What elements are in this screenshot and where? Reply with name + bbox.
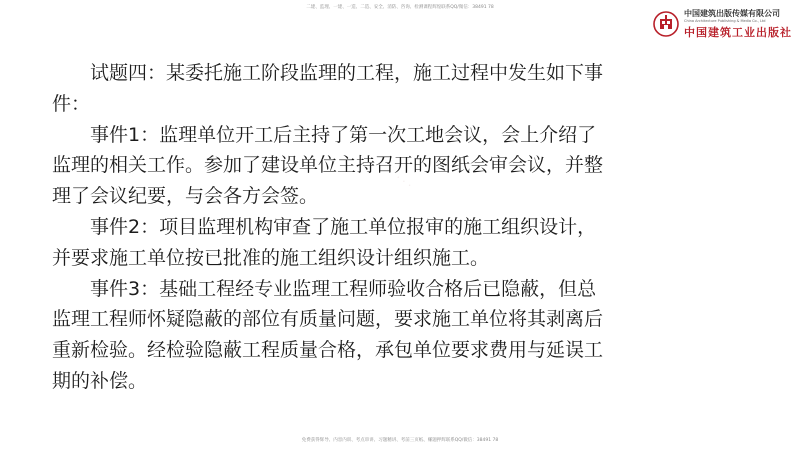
publisher-name-en: China Architecture Publishing & Media Co., Ltd (684, 19, 766, 24)
question-content (52, 58, 607, 397)
event-2-paragraph: 事件2：项目监理机构审查了施工单位报审的施工组织设计，并要求施工单位按已批准的施工组织设计组织施工。 (52, 215, 597, 269)
bottom-contact-note: 免费获得辉导、内容内训、考点串讲、习题精讲、考前三页纸、赚题押辉联系QQ/微信：38491 78 (301, 438, 499, 443)
event-1-paragraph: 事件1：监理单位开工后主持了第一次工地会议，会上介绍了监理的相关工作。参加了建设单位主持召开的图纸会审会议，并整理了会议纪要，与会各方会签。 (52, 123, 604, 208)
publisher-logo-icon (652, 10, 680, 38)
publisher-brand-cn: 中国建筑工业出版社 (684, 25, 792, 39)
publisher-text (684, 10, 792, 38)
top-contact-note: 二建、监理、一建、一造、二造、安全、消防、咨询、检测课程辉煌联系QQ/微信：38491 78 (306, 5, 494, 10)
watermark: · · · (392, 171, 415, 192)
publisher-logo-block (652, 10, 792, 38)
publisher-name-cn: 中国建筑出版传媒有限公司 (684, 9, 780, 19)
event-3-paragraph: 事件3：基础工程经专业监理工程师验收合格后已隐蔽，但总监理工程师怀疑隐蔽的部位有质量问题，要求施工单位将其剥离后重新检验。经检验隐蔽工程质量合格，承包单位要求费用与延误工期的补偿。 (52, 277, 604, 392)
question-title: 试题四：某委托施工阶段监理的工程，施工过程中发生如下事件： (52, 62, 604, 115)
